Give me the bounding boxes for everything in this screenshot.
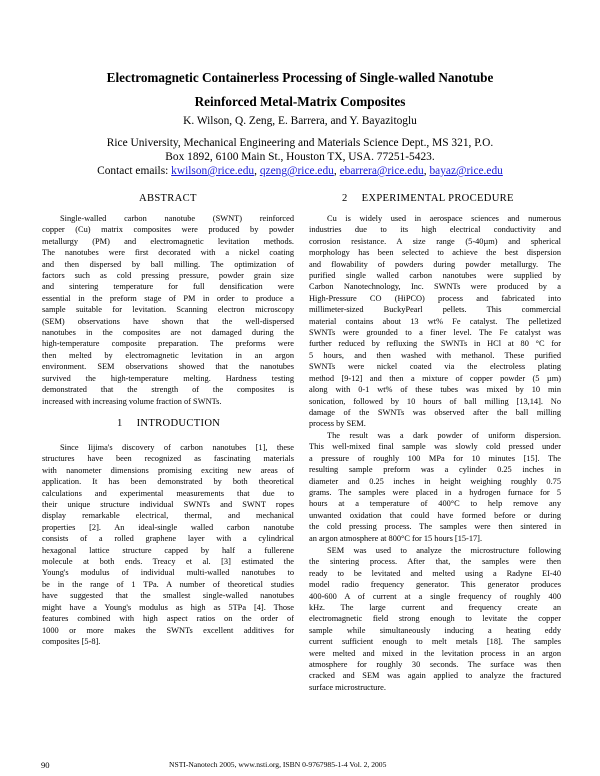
text-line: industries due to its high electrical conductivity and	[309, 225, 561, 235]
text-line: cracked and SEM was again applied to analyze the fractured	[309, 671, 561, 681]
text-line: copper (Cu) matrix composites were produced by powder	[42, 225, 294, 235]
text-line: high-temperature composite preparation. The preforms were	[42, 339, 294, 349]
text-line: calculations and experimental measurements that due to	[42, 488, 294, 498]
text-line: hexagonal lattice structure capped by half a fullerene	[42, 545, 294, 555]
text-line: and then dispersed by ball milling. The optimization of	[42, 259, 294, 269]
text-line: Cu is widely used in aerospace sciences and numerous	[327, 214, 561, 223]
text-line: electromagnetic field strong enough to levitate the copper	[309, 614, 561, 624]
text-line: be in the range of 1 TPa. A number of theoretical studies	[42, 579, 294, 589]
text-line: essential in the preform stage of PM in order to produce a	[42, 293, 294, 303]
text-line: and flowability of powders during powder metallurgy. The	[309, 259, 561, 269]
text-line: method [9-12] and then a mixture of copper powder (5 µm)	[309, 373, 561, 383]
contact-line: Contact emails: kwilson@rice.edu, qzeng@rice.edu, ebarrera@rice.edu, bayaz@rice.edu	[97, 165, 503, 177]
text-line: grams. The samples were placed in a hydrogen furnace for 5	[309, 488, 561, 498]
text-line: unwanted oxidation that could have formed before or during	[309, 510, 561, 520]
text-line: surface microstructure.	[309, 682, 386, 692]
email-link[interactable]: qzeng@rice.edu	[259, 165, 334, 177]
text-line: (SEM) observations have shown that the well-dispersed	[42, 316, 294, 326]
text-line: damage of the SWNTs was observed after the ball milling	[309, 407, 561, 417]
text-line: sample suitable for levitation. Scanning electron microscopy	[42, 305, 294, 315]
text-line: diameter and 0.25 inches in height weighing roughly 0.75	[309, 476, 561, 486]
abstract-heading: ABSTRACT	[139, 193, 197, 204]
contact-label: Contact emails:	[97, 165, 169, 177]
text-line: further reduced by refluxing the SWNTs in HCl at 80 °C for	[309, 339, 561, 349]
text-line: sonication, followed by 10 hours of ball milling [13,14]. No	[309, 396, 561, 406]
text-line: millimeter-sized BuckyPearl pellets. This commercial	[309, 305, 561, 315]
text-line: Since Iijima's discovery of carbon nanotubes [1], these	[60, 443, 294, 452]
text-line: environment. SEM observations showed that the nanotubes	[42, 362, 294, 372]
text-line: consists of a rolled graphene layer with a cylindrical	[42, 534, 294, 544]
text-line: morphology has been selected to achieve the best dispersion	[309, 248, 561, 258]
text-line: Single-walled carbon nanotube (SWNT) reinforced	[60, 214, 294, 223]
experimental-paragraph-3	[309, 545, 561, 693]
text-line: SWNTs were nickel coated via the electroless plating	[309, 362, 561, 372]
email-link[interactable]: ebarrera@rice.edu	[339, 165, 424, 177]
text-line: 5 hours, and then washed with methanol. These purified	[309, 350, 561, 360]
introduction-paragraph	[42, 442, 294, 647]
text-line: purified single walled carbon nanotubes were supplied by	[309, 271, 561, 281]
email-link[interactable]: kwilson@rice.edu	[171, 165, 255, 177]
text-line: The result was a dark powder of uniform dispersion.	[327, 431, 561, 440]
affiliation-line-2: Box 1892, 6100 Main St., Houston TX, USA. 77251-5423.	[165, 151, 435, 163]
text-line: display remarkable electrical, thermal, and mechanical	[42, 511, 294, 521]
text-line: SWNTs were grounded to a finer level. The Fe catalyst was	[309, 328, 561, 338]
text-line: a pressure of roughly 100 MPa for 10 minutes [15]. The	[309, 453, 561, 463]
text-line: factors such as cold pressing pressure, powder grain size	[42, 271, 294, 281]
text-line: composites [5-8].	[42, 636, 101, 646]
text-line: Carbon Nanotechnology, Inc. SWNTs were produced by a	[309, 282, 561, 292]
text-line: ready to be levitated and melted using a Radyne EI-40	[309, 568, 561, 578]
text-line: and sintering temperature for full densification were	[42, 282, 294, 292]
text-line: current sufficient enough to melt metals [18]. The samples	[309, 637, 561, 647]
introduction-heading: 1 INTRODUCTION	[117, 418, 221, 429]
text-line: application. It has been demonstrated by both theoretical	[42, 477, 294, 487]
text-line: molecule at both ends. Treacy et al. [3] estimated the	[42, 557, 294, 567]
text-line: along with 0-1 wt% of these tubes was mixed by 10 min	[309, 385, 561, 395]
email-link[interactable]: bayaz@rice.edu	[429, 165, 503, 177]
experimental-paragraph-1	[309, 213, 561, 430]
text-line: features combined with high aspect ratios on the order of	[42, 614, 294, 624]
text-line: This well-mixed final sample was slowly cold pressed under	[309, 442, 561, 452]
text-line: kHz. The large current and frequency create an	[309, 603, 561, 613]
text-line: demonstrated that the strength of the composites is	[42, 385, 294, 395]
text-line: their unique structure individual SWNTs and SWNT ropes	[42, 500, 294, 510]
text-line: model radio frequency generator. This generator produces	[309, 580, 561, 590]
text-line: might have a Young's modulus as high as 5TPa [4]. Those	[42, 602, 294, 612]
text-line: process by SEM.	[309, 419, 366, 429]
text-line: structures have been recognized as fascinating materials	[42, 454, 294, 464]
text-line: the sintering process. After that, the samples were then	[309, 557, 561, 567]
paper-title-line-2: Reinforced Metal-Matrix Composites	[194, 94, 406, 109]
text-line: an argon atmosphere at 800°C for 15 hours [15-17].	[309, 533, 483, 543]
page-number: 90	[41, 760, 50, 770]
text-line: resulting sample preform was a cylinder 0.25 inches in	[309, 465, 561, 475]
text-line: have suggested that the smallest single-walled nanotubes	[42, 591, 294, 601]
text-line: Young's modulus of individual multi-walled nanotubes to	[42, 568, 294, 578]
text-line: material contains about 13 wt% Fe catalyst. The pelletized	[309, 316, 561, 326]
text-line: increased with increasing volume fraction of SWNTs.	[42, 396, 222, 406]
text-line: survived the high-temperature melting. Hardness testing	[42, 373, 294, 383]
text-line: SEM was used to analyze the microstructure following	[327, 546, 561, 555]
experimental-heading: 2 EXPERIMENTAL PROCEDURE	[342, 193, 514, 204]
text-line: were melted and mixed in the levitation process in an argon	[309, 648, 561, 658]
text-line: the cold pressing process. The samples were then sintered in	[309, 522, 561, 532]
text-line: corrosion resistance. A size range (5-40µm) and spherical	[309, 236, 561, 246]
text-line: properties [2]. An ideal-single walled carbon nanotube	[42, 522, 294, 532]
affiliation-line-1: Rice University, Mechanical Engineering and Materials Science Dept., MS 321, P.O.	[106, 137, 494, 149]
experimental-paragraph-2	[309, 430, 561, 544]
text-line: hours at a temperature of 400°C to help remove any	[309, 499, 561, 509]
text-line: 1000 or more makes the SWNTs excellent additives for	[42, 625, 294, 635]
text-line: 400-600 A of current at a single frequency of roughly 400	[309, 591, 561, 601]
text-line: metallurgy (PM) and electromagnetic levitation methods.	[42, 236, 294, 246]
text-line: The nanotubes were first decorated with a nickel coating	[42, 248, 294, 258]
abstract-paragraph	[42, 213, 294, 407]
text-line: then melted by electromagnetic levitation in an argon	[42, 350, 294, 360]
paper-title-line-1: Electromagnetic Containerless Processing of Single-walled Nanotube	[106, 70, 494, 85]
footer-citation: NSTI-Nanotech 2005, www.nsti.org, ISBN 0-9767985-1-4 Vol. 2, 2005	[169, 760, 387, 769]
authors: K. Wilson, Q. Zeng, E. Barrera, and Y. Bayazitoglu	[183, 115, 417, 127]
text-line: High-Pressure CO (HiPCO) process and fabricated into	[309, 293, 561, 303]
text-line: sample while simultaneously inducing a heating eddy	[309, 625, 561, 635]
text-line: nanotubes in the composites are not damaged during the	[42, 328, 294, 338]
text-line: with nanometer dimensions promising exciting new areas of	[42, 465, 294, 475]
text-line: atmosphere for roughly 30 seconds. The surface was then	[309, 660, 561, 670]
